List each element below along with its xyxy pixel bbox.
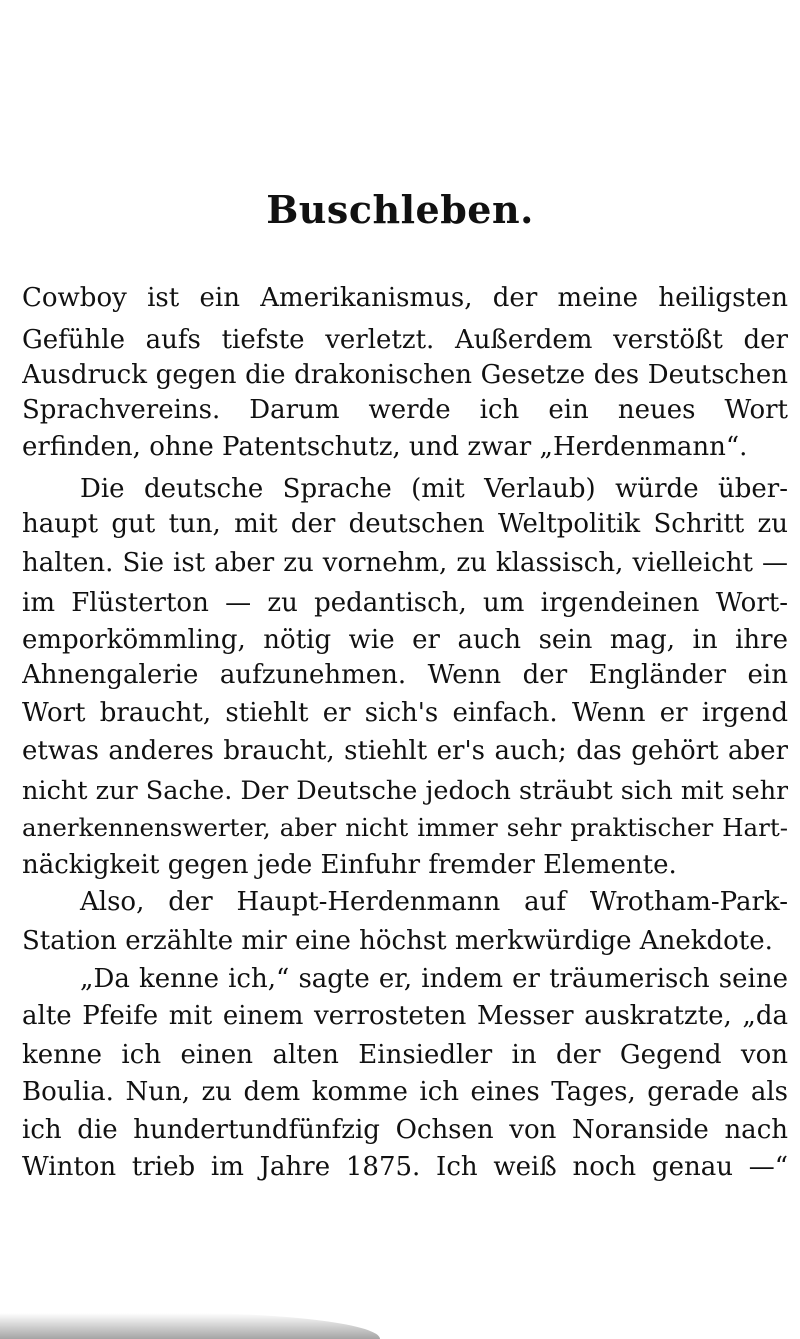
text-line: im Flüsterton — zu pedantisch, um irgendeinen Wort- <box>22 588 788 618</box>
text-line: kenne ich einen alten Einsiedler in der Gegend von <box>22 1040 788 1070</box>
text-line: Ausdruck gegen die drakonischen Gesetze des Deutschen <box>22 360 788 390</box>
text-line: ich die hundertundfünfzig Ochsen von Noranside nach <box>22 1115 788 1145</box>
text-line: Winton trieb im Jahre 1875. Ich weiß noch genau —“ <box>22 1152 788 1182</box>
text-line: Boulia. Nun, zu dem komme ich eines Tages, gerade als <box>22 1077 788 1107</box>
text-line: näckigkeit gegen jede Einfuhr fremder Elemente. <box>22 850 677 880</box>
text-line: Also, der Haupt-Herdenmann auf Wrotham-Park- <box>80 887 788 917</box>
text-line: anerkennenswerter, aber nicht immer sehr praktischer Hart- <box>22 813 788 842</box>
text-line: Ahnengalerie aufzunehmen. Wenn der Engländer ein <box>22 660 788 690</box>
text-line: halten. Sie ist aber zu vornehm, zu klassisch, vielleicht — <box>22 548 788 578</box>
chapter-title: Buschleben. <box>266 187 534 232</box>
text-line: erfinden, ohne Patentschutz, und zwar „Herdenmann“. <box>22 432 748 462</box>
text-line: Station erzählte mir eine höchst merkwürdige Anekdote. <box>22 926 773 956</box>
page-edge-shadow <box>0 1313 380 1339</box>
text-line: haupt gut tun, mit der deutschen Weltpolitik Schritt zu <box>22 509 788 539</box>
text-line: Gefühle aufs tiefste verletzt. Außerdem verstößt der <box>22 325 788 355</box>
text-line: Die deutsche Sprache (mit Verlaub) würde über- <box>80 474 788 504</box>
text-line: Wort braucht, stiehlt er sich's einfach. Wenn er irgend <box>22 698 788 728</box>
text-line: emporkömmling, nötig wie er auch sein mag, in ihre <box>22 625 788 655</box>
text-line: alte Pfeife mit einem verrosteten Messer auskratzte, „da <box>22 1001 788 1031</box>
text-line: nicht zur Sache. Der Deutsche jedoch sträubt sich mit sehr <box>22 776 788 806</box>
text-line: etwas anderes braucht, stiehlt er's auch; das gehört aber <box>22 736 788 766</box>
text-line: Sprachvereins. Darum werde ich ein neues Wort <box>22 395 788 425</box>
text-line: „Da kenne ich,“ sagte er, indem er träumerisch seine <box>80 964 788 994</box>
text-line: Cowboy ist ein Amerikanismus, der meine heiligsten <box>22 283 788 313</box>
